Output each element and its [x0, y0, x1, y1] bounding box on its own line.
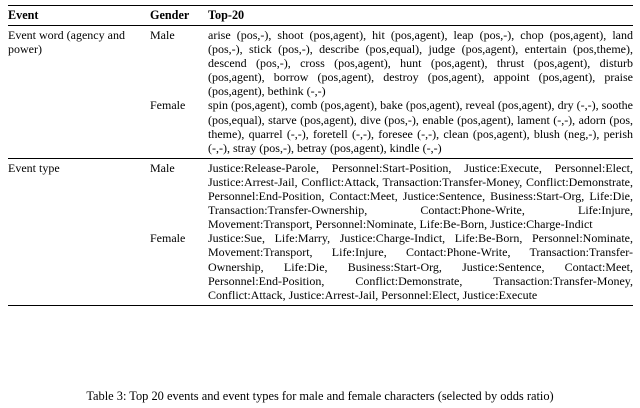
gender-cell-female: Female [150, 98, 186, 113]
top20-cell-male: arise (pos,-), shoot (pos,agent), hit (pos,agent), leap (pos,-), chop (pos,agent), land (pos,-), stick (pos,-), describe (pos,equal), judge (pos,agent), entertain (pos,theme), descend (pos,-), cross (pos,agent), hunt (pos,agent), thrust (pos,agent), disturb (pos,agent), borrow (pos,agent), destroy (pos,agent), appoint (pos,agent), praise (pos,agent), bethink (-,-) [208, 28, 633, 99]
events-table [8, 5, 633, 306]
event-cell: Event type [8, 160, 60, 175]
table-row-group-event-word [8, 26, 633, 159]
gender-cell-male: Male [150, 160, 175, 175]
top20-cell-female: spin (pos,agent), comb (pos,agent), bake (pos,agent), reveal (pos,agent), dry (-,-), soothe (pos,equal), starve (pos,agent), dive (pos,-), enable (pos,agent), lament (-,-), adorn (pos, theme), quarrel (-,-), foretell (-,-), foresee (-,-), clean (pos,agent), blush (neg,-), perish (-,-), stray (pos,-), betray (pos,agent), kindle (-,-) [208, 98, 633, 155]
table-caption: Table 3: Top 20 events and event types for male and female characters (selected by odds ratio) [86, 389, 554, 403]
gender-cell-male: Male [150, 28, 175, 42]
top20-cell-female: Justice:Sue, Life:Marry, Justice:Charge-Indict, Life:Be-Born, Personnel:Nominate, Movement:Transport, Life:Injure, Contact:Phone-Write, Transaction:Transfer-Ownership, Life:Die, Business:Start-Org, Justice:Sentence, Contact:Meet, Personnel:End-Position, Conflict:Demonstrate, Transaction:Transfer-Money, Conflict:Attack, Justice:Arrest-Jail, Personnel:Elect, Justice:Execute [208, 231, 633, 302]
header-gender: Gender [150, 8, 190, 22]
top20-cell-male: Justice:Release-Parole, Personnel:Start-Position, Justice:Execute, Personnel:Elect, Justice:Arrest-Jail, Conflict:Attack, Transaction:Transfer-Money, Conflict:Demonstrate, Personnel:End-Position, Contact:Meet, Justice:Sentence, Business:Start-Org, Life:Die, Transaction:Transfer-Ownership, Contact:Phone-Write, Life:Injure, Movement:Transport, Personnel:Nominate, Life:Be-Born, Justice:Charge-Indict [208, 160, 633, 232]
table-header-row [8, 6, 633, 26]
header-event: Event [8, 8, 39, 22]
gender-cell-female: Female [150, 231, 186, 246]
event-cell: Event word (agency and power) [8, 28, 125, 57]
table-row-group-event-type [8, 159, 633, 305]
header-top20: Top-20 [208, 8, 245, 22]
